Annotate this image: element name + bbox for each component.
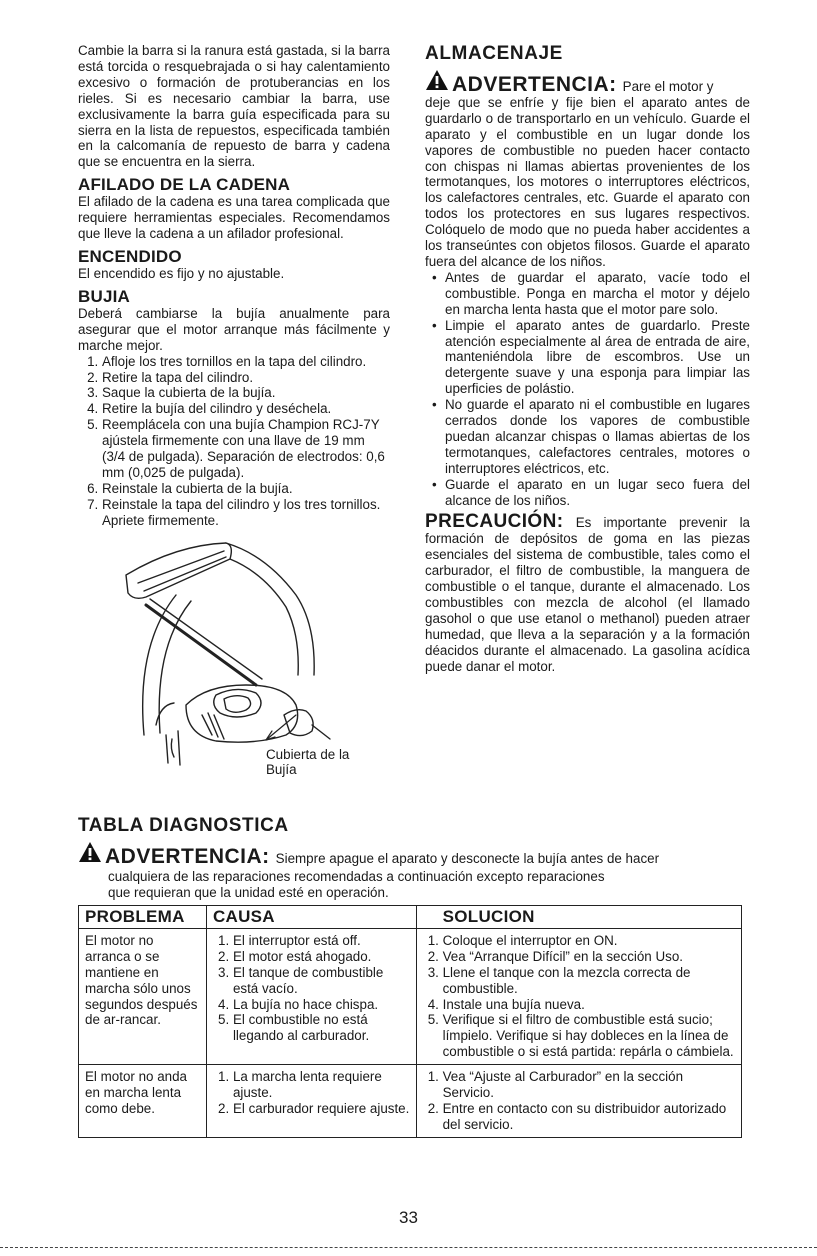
step-item: 4. Retire la bujía del cilindro y deséchela. [102, 401, 390, 417]
storage-bullets [425, 270, 750, 509]
spark-plug-steps [78, 354, 390, 529]
caution-paragraph [425, 511, 750, 674]
solution-cell [416, 928, 741, 1064]
ignition-paragraph: El encendido es fijo y no ajustable. [78, 265, 285, 281]
diagnostic-warning-line1: Siempre apague el aparato y desconecte la bujía antes de hacer [275, 851, 660, 866]
column-header-solution: SOLUCION [416, 906, 741, 929]
cause-item: 5. El combustible no está llegando al carburador. [233, 1012, 410, 1044]
solution-item: 5. Verifique si el filtro de combustible está sucio; límpielo. Verifique si hay dobleces en la línea de combustible o si está partida: repárla o cámbiela. [443, 1012, 735, 1060]
bullet-item: • Guarde el aparato en un lugar seco fuera del alcance de los niños. [445, 477, 750, 509]
diagnostic-section [78, 815, 750, 901]
column-header-cause: CAUSA [206, 906, 416, 929]
spark-plug-paragraph: Deberá cambiarse la bujía anualmente para asegurar que el motor arranque más fácilmente y marche mejor. [78, 305, 390, 353]
step-item: 5. Reemplácela con una bujía Champion RCJ-7Y ajústela firmemente con una llave de 19 mm (3/4 de pulgada). Separación de electrodos: 0,6 mm (0,025 de pulgada). [102, 417, 390, 481]
right-column [425, 43, 750, 675]
solution-item: 3. Llene el tanque con la mezcla correcta de combustible. [443, 965, 735, 997]
left-column [78, 43, 390, 778]
ignition-heading: ENCENDIDO [78, 246, 182, 266]
footer-divider [0, 1247, 817, 1248]
page-number: 33 [399, 1208, 418, 1227]
cause-item: 3. El tanque de combustible está vacío. [233, 965, 410, 997]
problem-cell: El motor no arranca o se mantiene en marcha sólo unos segundos después de ar-rancar. [79, 928, 207, 1064]
caution-text: Es importante prevenir la formación de depósitos de goma en las piezas esenciales del sistema de combustible, tales como el carburador, el filtro de combustible, la manguera de combustible o el tanque, durante el almacenado. Los combustibles con mezcla de alcohol (el llamado gasohol o que use etanol o methanol) pueden atraer humedad, que lleva a la separación y a la formación déacidos durante el almacenado. La gasolina acídica puede danar el motor. [425, 515, 750, 674]
solution-item: 1. Vea “Ajuste al Carburador” en la sección Servicio. [443, 1069, 735, 1101]
warning-label: ADVERTENCIA: [105, 845, 270, 868]
storage-heading: ALMACENAJE [425, 43, 563, 64]
step-item: 3. Saque la cubierta de la bujía. [102, 385, 390, 401]
step-item: 6. Reinstale la cubierta de la bujía. [102, 481, 390, 497]
diagnostic-heading: TABLA DIAGNOSTICA [78, 815, 289, 836]
storage-warning-line [425, 69, 750, 95]
diagnostic-warning-line3: que requieran que la unidad esté en operación. [108, 884, 389, 900]
diagnostic-table [78, 905, 742, 1138]
problem-cell: El motor no anda en marcha lenta como debe. [79, 1065, 207, 1138]
cause-item: 1. La marcha lenta requiere ajuste. [233, 1069, 410, 1101]
column-header-problem: PROBLEMA [79, 906, 207, 929]
solution-item: 2. Vea “Arranque Difícil” en la sección Uso. [443, 949, 735, 965]
cause-item: 4. La bujía no hace chispa. [233, 997, 410, 1013]
step-item: 1. Afloje los tres tornillos en la tapa del cilindro. [102, 354, 390, 370]
table-row [79, 1065, 742, 1138]
chain-sharpening-heading: AFILADO DE LA CADENA [78, 175, 291, 195]
warning-triangle-icon [78, 841, 102, 863]
cause-item: 2. El motor está ahogado. [233, 949, 410, 965]
warning-lead-text: Pare el motor y [622, 79, 714, 94]
solution-item: 1. Coloque el interruptor en ON. [443, 933, 735, 949]
caution-label: PRECAUCIÓN: [425, 511, 564, 533]
spark-plug-heading: BUJIA [78, 286, 131, 306]
storage-warning-text: deje que se enfríe y fije bien el aparato antes de guardarlo o de transportarlo en un vehículo. Guarde el aparato y el combustible en un lugar donde los vapores de combustible no pueden hacer contacto con chispas ni llamas abiertas provenientes de los termotanques, los motores o interruptores eléctricos, los calefactores centrales, etc. Guarde el aparato con todos los protectores en sus lugares respectivos. Colóquelo de modo que no pueda haber accidentes a los transeúntes con objetos filosos. Guarde el aparato fuera del alcance de los niños. [425, 94, 750, 269]
solution-item: 2. Entre en contacto con su distribuidor autorizado del servicio. [443, 1101, 735, 1133]
warning-triangle-icon [425, 69, 449, 91]
bar-replacement-paragraph: Cambie la barra si la ranura está gastada, si la barra está torcida o resquebrajada o si hay calentamiento excesivo o formación de protuberancias en los rieles. Si es necesario cambiar la barra, use exclusivamente la barra guía especificada para su sierra en la lista de repuestos, especificada también en la calcomanía de repuesto de barra y cadena que se encuentra en la sierra. [78, 43, 390, 170]
spark-plug-cover-figure [116, 535, 366, 778]
bullet-item: • Antes de guardar el aparato, vacíe todo el combustible. Ponga en marcha el motor y déjelo en marcha lenta hasta que el motor pare solo. [445, 270, 750, 318]
cause-item: 2. El carburador requiere ajuste. [233, 1101, 410, 1117]
step-item: 2. Retire la tapa del cilindro. [102, 370, 390, 386]
figure-caption: Cubierta de la Bujía [266, 746, 350, 778]
cause-cell [206, 1065, 416, 1138]
diagnostic-warning-line [78, 841, 750, 869]
bullet-item: • No guarde el aparato ni el combustible en lugares cerrados donde los vapores de combustible puedan alcanzar chispas o llamas abiertas de los termotanques, calefactores centrales, motores o interruptores eléctricos, etc. [445, 397, 750, 477]
solution-item: 4. Instale una bujía nueva. [443, 997, 735, 1013]
warning-label: ADVERTENCIA: [452, 73, 617, 96]
cause-cell [206, 928, 416, 1064]
bullet-item: • Limpie el aparato antes de guardarlo. Preste atención especialmente al área de entrada de aire, manteniéndola libre de escombros. Use un detergente suave y una esponja para limpiar las uperficies de polástio. [445, 318, 750, 398]
table-row [79, 928, 742, 1064]
chain-sharpening-paragraph: El afilado de la cadena es una tarea complicada que requiere herramientas especiales. Recomendamos que lleve la cadena a un afilador profesional. [78, 194, 390, 242]
diagnostic-warning-line2: cualquiera de las reparaciones recomendadas a continuación excepto reparaciones [108, 869, 605, 884]
solution-cell [416, 1065, 741, 1138]
step-item: 7. Reinstale la tapa del cilindro y los tres tornillos. Apriete firmemente. [102, 497, 390, 529]
cause-item: 1. El interruptor está off. [233, 933, 410, 949]
chainsaw-illustration [116, 535, 366, 770]
